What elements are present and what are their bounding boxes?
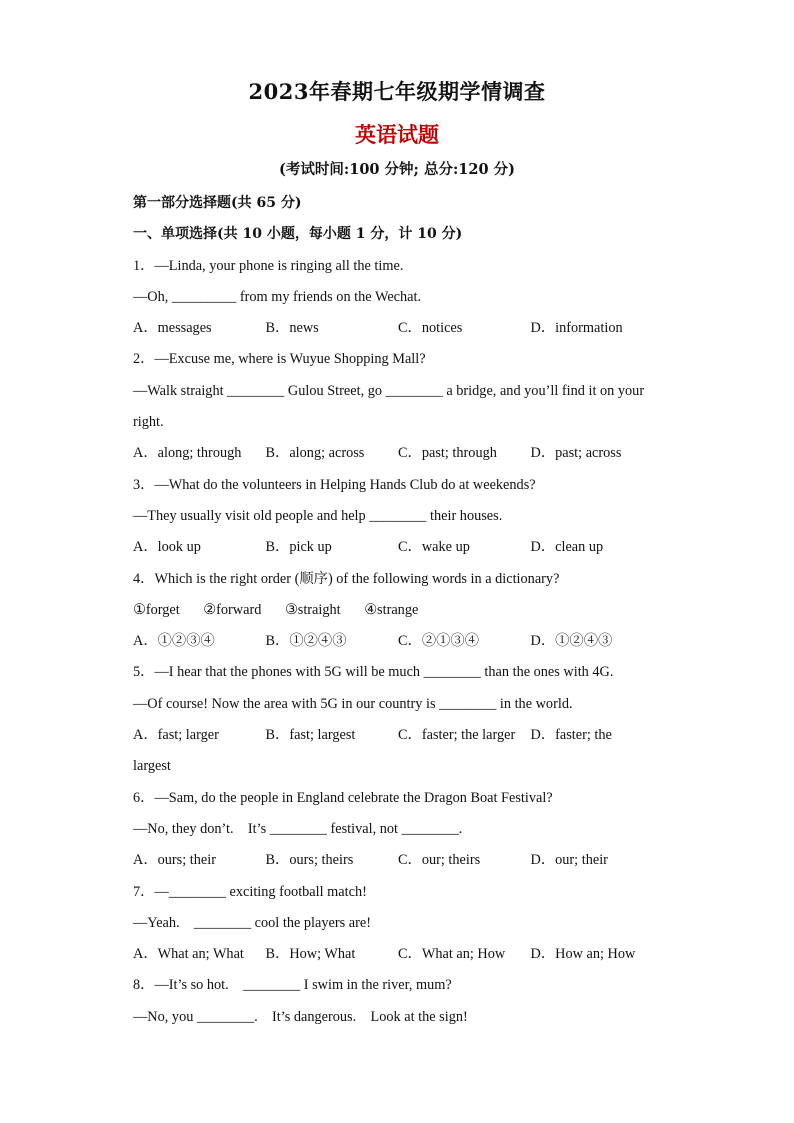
- question-8: [133, 970, 663, 1033]
- question-4: [133, 564, 663, 658]
- option-c: C．②①③④: [398, 633, 480, 650]
- question-line: 4．Which is the right order (顺序) of the following words in a dictionary?: [133, 570, 560, 587]
- question-5: [133, 657, 663, 782]
- option-d: D．our; their: [530, 852, 608, 869]
- question-7: [133, 877, 663, 971]
- question-line: 5．—I hear that the phones with 5G will be much ________ than the ones with 4G.: [133, 664, 614, 681]
- option-a: A．fast; larger: [133, 727, 219, 744]
- question-line: —Of course! Now the area with 5G in our country is ________ in the world.: [133, 695, 573, 712]
- option-b: B．How; What: [265, 946, 356, 963]
- question-line: 1．—Linda, your phone is ringing all the time.: [133, 257, 404, 274]
- option-a: A．What an; What: [133, 946, 244, 963]
- word-list: [133, 595, 663, 626]
- question-line: —Oh, _________ from my friends on the Wechat.: [133, 288, 422, 305]
- option-b: B．news: [265, 320, 319, 337]
- word-item: ③straight: [284, 601, 341, 618]
- option-d: D．①②④③: [530, 633, 613, 650]
- option-b: B．fast; largest: [265, 727, 356, 744]
- option-a: A．①②③④: [133, 633, 215, 650]
- option-a: A．messages: [133, 320, 212, 337]
- question-line: —No, you ________. It’s dangerous. Look at the sign!: [133, 1008, 468, 1025]
- question-line: —No, they don’t. It’s ________ festival, not ________.: [133, 820, 463, 837]
- question-line: —Yeah. ________ cool the players are!: [133, 914, 371, 931]
- option-a: A．look up: [133, 539, 201, 556]
- options-row: [133, 626, 663, 657]
- options-row: [133, 438, 663, 469]
- option-b: B．①②④③: [265, 633, 347, 650]
- question-2: [133, 344, 663, 469]
- option-d: D．information: [530, 320, 623, 337]
- question-line: 3．—What do the volunteers in Helping Hands Club do at weekends?: [133, 476, 536, 493]
- part-heading: 第一部分选择题(共 65 分): [133, 195, 302, 211]
- options-row: [133, 939, 663, 970]
- option-b: B．pick up: [265, 539, 332, 556]
- option-d: D．past; across: [530, 445, 622, 462]
- section-heading: 一、单项选择(共 10 小题，每小题 1 分，计 10 分): [133, 226, 463, 243]
- option-a: A．ours; their: [133, 852, 216, 869]
- word-item: ①forget: [133, 601, 180, 618]
- option-c: C．faster; the larger: [398, 727, 516, 744]
- option-c: C．our; theirs: [398, 852, 481, 869]
- question-line: 8．—It’s so hot. ________ I swim in the river, mum?: [133, 977, 452, 994]
- option-d: D．clean up: [530, 539, 604, 556]
- word-item: ④strange: [364, 601, 419, 618]
- page-subtitle: 英语试题: [355, 122, 439, 147]
- question-6: [133, 783, 663, 877]
- options-row: [133, 532, 663, 563]
- page-title: 2023年春期七年级期学情调查: [248, 79, 546, 104]
- question-line: 6．—Sam, do the people in England celebrate the Dragon Boat Festival?: [133, 789, 553, 806]
- question-line: 2．—Excuse me, where is Wuyue Shopping Mall?: [133, 351, 426, 368]
- question-1: [133, 251, 663, 345]
- exam-info: (考试时间:100 分钟; 总分:120 分): [279, 161, 515, 178]
- option-b: B．ours; theirs: [265, 852, 354, 869]
- option-c: C．past; through: [398, 445, 497, 462]
- word-item: ②forward: [203, 601, 262, 618]
- question-line: —They usually visit old people and help ________ their houses.: [133, 507, 503, 524]
- option-d: D．How an; How: [530, 946, 636, 963]
- option-c: C．wake up: [398, 539, 470, 556]
- question-line: right.: [133, 414, 164, 431]
- question-line: —Walk straight ________ Gulou Street, go ________ a bridge, and you’ll find it on your: [133, 382, 645, 399]
- option-c: C．What an; How: [398, 946, 506, 963]
- option-continuation: largest: [133, 758, 171, 775]
- question-line: 7．—________ exciting football match!: [133, 883, 367, 900]
- option-d: D．faster; the: [530, 727, 612, 744]
- options-row: [133, 313, 663, 344]
- options-row: [133, 845, 663, 876]
- option-b: B．along; across: [265, 445, 365, 462]
- option-c: C．notices: [398, 320, 463, 337]
- option-a: A．along; through: [133, 445, 242, 462]
- exam-content: [133, 188, 663, 1033]
- options-row: [133, 720, 663, 751]
- question-3: [133, 470, 663, 564]
